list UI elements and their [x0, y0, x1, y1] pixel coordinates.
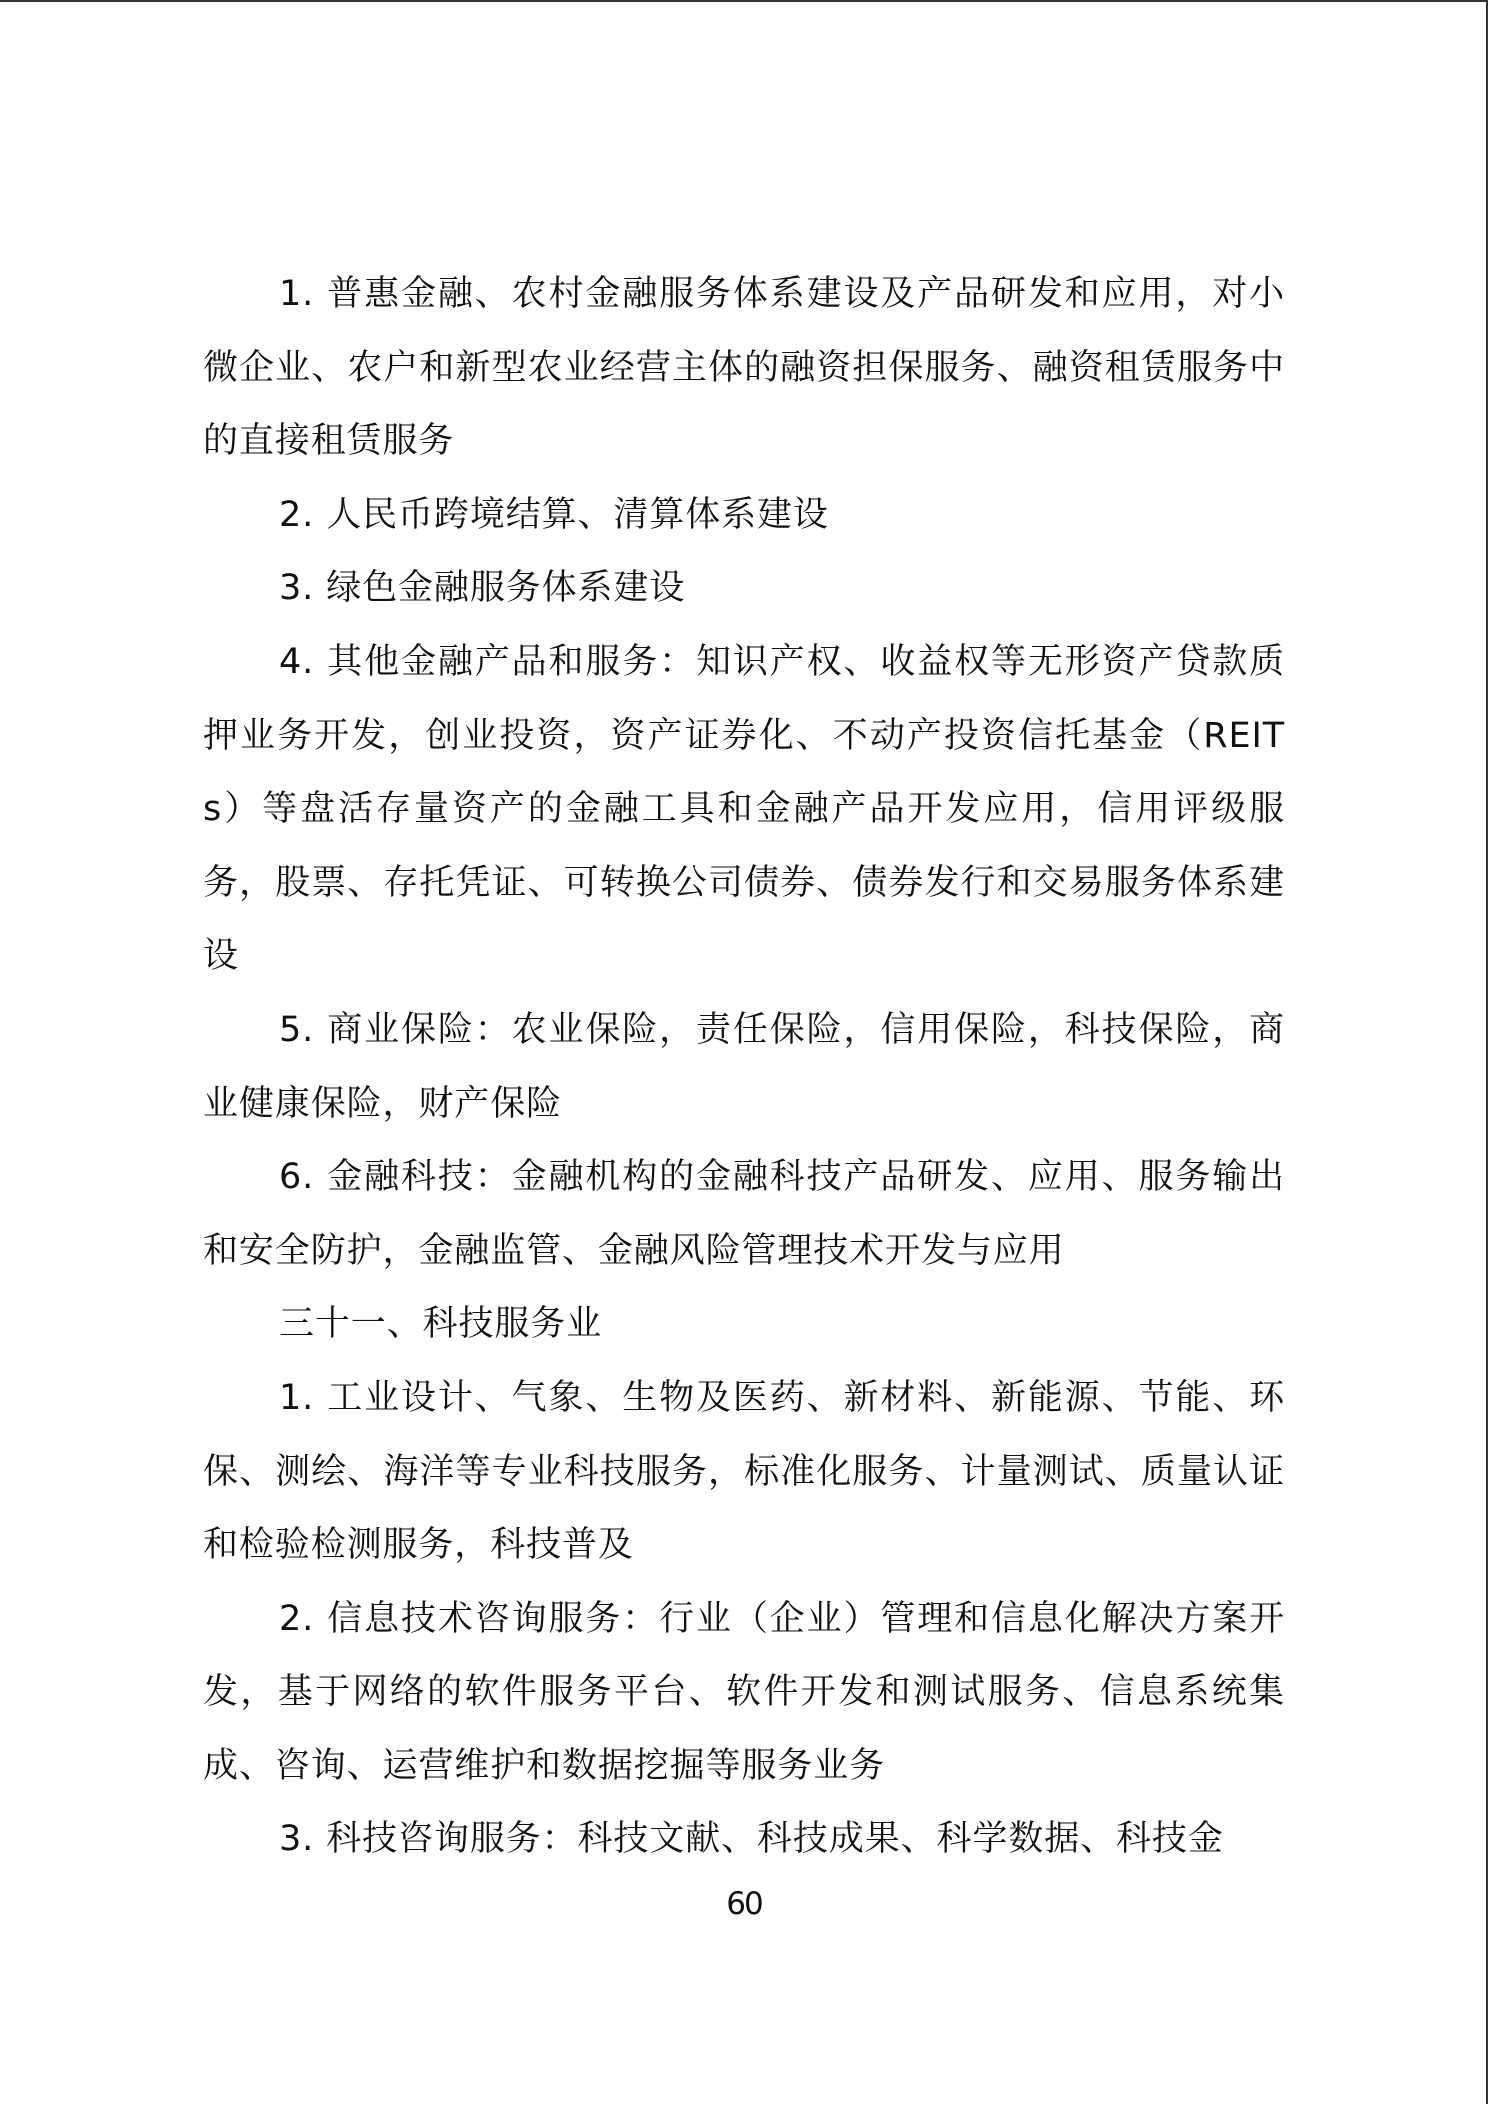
paragraph-rmb-cross-border: 2. 人民币跨境结算、清算体系建设 — [279, 494, 829, 535]
paragraph-green-finance: 3. 绿色金融服务体系建设 — [279, 568, 686, 609]
document-body — [203, 258, 1285, 1877]
paragraph-fintech: 6. 金融科技：金融机构的金融科技产品研发、应用、服务输出和安全防护，金融监管、金融风险管理技术开发与应用 — [203, 1157, 1285, 1271]
paragraph-other-financial-products: 4. 其他金融产品和服务：知识产权、收益权等无形资产贷款质押业务开发，创业投资，资产证券化、不动产投资信托基金（REITs）等盘活存量资产的金融工具和金融产品开发应用，信用评级服务，股票、存托凭证、可转换公司债券、债券发行和交易服务体系建设 — [203, 641, 1285, 977]
paragraph-inclusive-finance: 1. 普惠金融、农村金融服务体系建设及产品研发和应用，对小微企业、农户和新型农业经营主体的融资担保服务、融资租赁服务中的直接租赁服务 — [203, 274, 1285, 462]
paragraph-professional-tech-services: 1. 工业设计、气象、生物及医药、新材料、新能源、节能、环保、测绘、海洋等专业科技服务，标准化服务、计量测试、质量认证和检验检测服务，科技普及 — [203, 1377, 1285, 1566]
paragraph-tech-consulting: 3. 科技咨询服务：科技文献、科技成果、科学数据、科技金 — [279, 1819, 1224, 1860]
section-heading-tech-services: 三十一、科技服务业 — [279, 1304, 603, 1345]
page-number: 60 — [726, 1886, 762, 1922]
paragraph-commercial-insurance: 5. 商业保险：农业保险，责任保险，信用保险，科技保险，商业健康保险，财产保险 — [203, 1009, 1285, 1124]
paragraph-it-consulting: 2. 信息技术咨询服务：行业（企业）管理和信息化解决方案开发，基于网络的软件服务平台、软件开发和测试服务、信息系统集成、咨询、运营维护和数据挖掘等服务业务 — [203, 1598, 1285, 1786]
